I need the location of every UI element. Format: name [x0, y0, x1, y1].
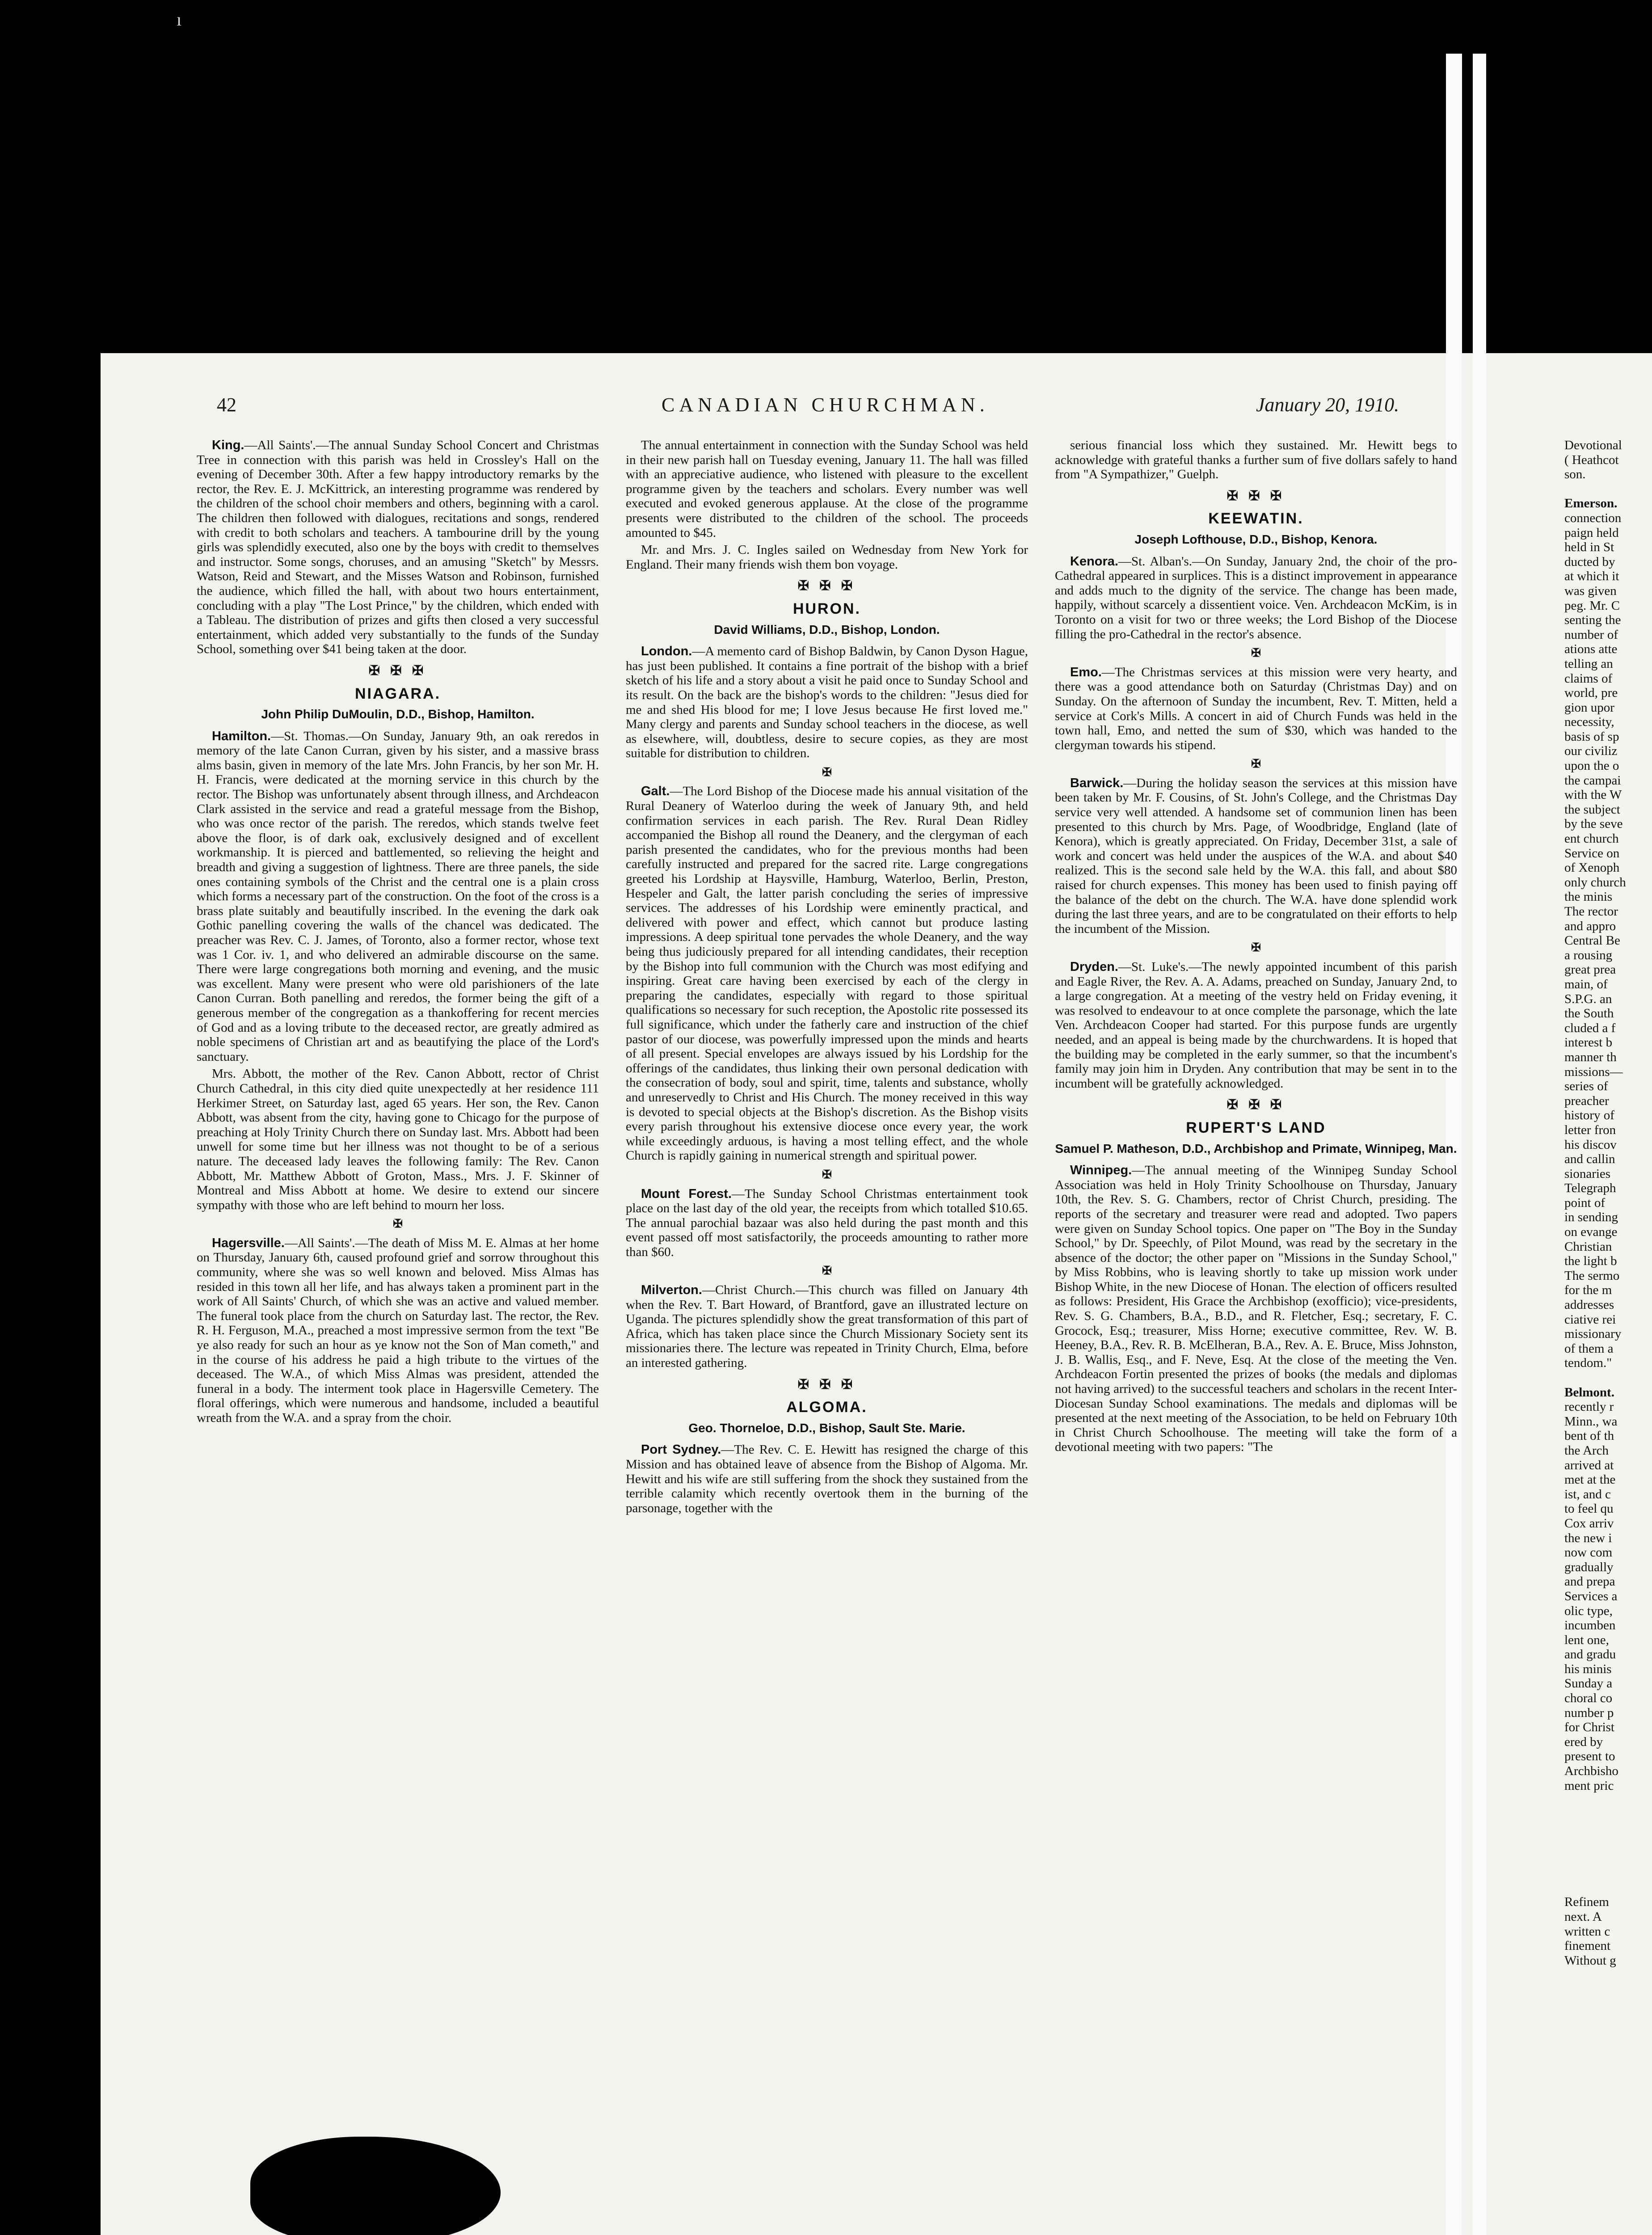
- clipped-line: S.P.G. an: [1564, 991, 1612, 1006]
- bishop-heading: Samuel P. Matheson, D.D., Archbishop and Primate, Winnipeg, Man.: [1055, 1141, 1457, 1155]
- clipped-line: olic type,: [1564, 1603, 1613, 1618]
- article-separator: ✠: [1251, 941, 1261, 954]
- section-heading: RUPERT'S LAND: [1186, 1119, 1326, 1136]
- clipped-line: [1564, 1851, 1652, 1866]
- clipped-line: lent one,: [1564, 1632, 1609, 1647]
- clipped-line: choral co: [1564, 1691, 1613, 1706]
- article-body: —All Saints'.—The annual Sunday School Concert and Christmas Tree in connection with this parish was held in Crossley's Hall on the evening of December 30th. After a few happy introductory remarks by the rector, the Rev. E. J. McKittrick, an interesting programme was rendered by the children of the school choir members and others, beginning with a carol. The children then followed with dialogues, recitations and songs, rendered with credit to both scholars and teachers. A tambourine drill by the young girls was splendidly executed, also one by the boys with credit to themselves and instructor. Some songs, choruses, and an amusing "Sketch" by Messrs. Watson, Reid and Stewart, and the Misses Watson and Robinson, furnished the audience, which filled the hall, with about two hours entertainment, concluding with a play "The Lost Prince," by the children, which ended with a Tableau. The distribution of prizes and gifts then closed a very successful entertainment, which added very substantially to the funds of the Sunday School, something over $41 being taken at the door.: [197, 438, 599, 657]
- clipped-line: recently r: [1564, 1400, 1614, 1414]
- bishop-heading: Joseph Lofthouse, D.D., Bishop, Kenora.: [1134, 532, 1378, 546]
- clipped-line: [1564, 482, 1652, 497]
- article-body: —St. Alban's.—On Sunday, January 2nd, the choir of the pro-Cathedral appeared in surplices. This is a distinct improvement in appearance and adds much to the dignity of the service. The change has been made, happily, without scarcely a dissentient voice. Ven. Archdeacon McKim, is in Toronto on a visit for two or three weeks; the Lord Bishop of the Diocese filling the pro-Cathedral in the rector's absence.: [1055, 554, 1457, 641]
- clipped-line: the subject: [1564, 802, 1620, 817]
- clipped-line: a rousing: [1564, 948, 1613, 962]
- column-4-clipped: [1564, 438, 1652, 1968]
- place-lead: Barwick.: [1070, 776, 1124, 790]
- running-head: CANADIAN CHURCHMAN.: [662, 394, 989, 416]
- article-port-sydney: [626, 1442, 1028, 1515]
- clipped-line: gradually: [1564, 1560, 1614, 1574]
- clipped-line: of Xenoph: [1564, 860, 1620, 875]
- article-abbott: Mrs. Abbott, the mother of the Rev. Canon Abbott, rector of Christ Church Cathedral, in this city died quite unexpectedly at her residence 111 Herkimer Street, on Saturday last, aged 65 years. Her son, the Rev. Canon Abbott, was absent from the city, having gone to Chicago for the purpose of preaching at Holy Trinity Church there on Sunday last. Mrs. Abbott had been unwell for some time but her illness was not thought to be of a serious nature. The deceased lady leaves the following family: The Rev. Canon Abbott, Mr. Matthew Abbott of Groton, Mass., Mrs. J. F. Skinner of Montreal and Miss Abbott at home. We desire to extend our sincere sympathy with those who are left behind to mourn her loss.: [197, 1067, 599, 1212]
- clipped-line: to feel qu: [1564, 1501, 1614, 1516]
- clipped-line: by the seve: [1564, 817, 1623, 831]
- clipped-line: and prepa: [1564, 1574, 1615, 1589]
- clipped-line: Central Be: [1564, 933, 1620, 948]
- bishop-heading: Geo. Thorneloe, D.D., Bishop, Sault Ste. Marie.: [688, 1421, 965, 1435]
- clipped-line: son.: [1564, 467, 1586, 482]
- article-ingles: Mr. and Mrs. J. C. Ingles sailed on Wednesday from New York for England. Their many friends wish them bon voyage.: [626, 543, 1028, 572]
- clipped-line: paign held: [1564, 525, 1619, 540]
- article-body: —The Christmas services at this mission were very hearty, and there was a good attendance both on Saturday (Christmas Day) and on Sunday. On the afternoon of Sunday the incumbent, Rev. T. Mitten, held a service at Cork's Mills. A concert in aid of Church Funds was held in the town hall, Emo, and netted the sum of $30, which was handed to the clergyman towards his stipend.: [1055, 665, 1457, 752]
- clipped-line: upon the o: [1564, 759, 1619, 773]
- clipped-line: Cox arriv: [1564, 1516, 1614, 1531]
- clipped-line: sionaries: [1564, 1166, 1611, 1181]
- clipped-line: Christian: [1564, 1239, 1612, 1254]
- section-heading: NIAGARA.: [354, 685, 441, 702]
- clipped-line: met at the: [1564, 1472, 1616, 1487]
- clipped-line: arrived at: [1564, 1458, 1614, 1472]
- place-lead: Hagersville.: [212, 1236, 285, 1250]
- clipped-line: gion upor: [1564, 700, 1614, 715]
- clipped-line: the new i: [1564, 1531, 1612, 1545]
- clipped-line: the Arch: [1564, 1443, 1609, 1458]
- clipped-line: Archbisho: [1564, 1764, 1618, 1779]
- clipped-line: history of: [1564, 1108, 1614, 1123]
- clipped-line: Service on: [1564, 846, 1620, 860]
- article-body: —A memento card of Bishop Baldwin, by Canon Dyson Hague, has just been published. It contains a fine portrait of the bishop with a brief sketch of his life and a story about a visit he paid once to Sunday School and its result. On the back are the bishop's words to the children: "Jesus died for me and shed His blood for me; I love Jesus because He first loved me." Many clergy and parents and Sunday school teachers in the diocese, as well as elsewhere, will, doubtless, desire to secure copies, as they are most suitable for distribution to children.: [626, 644, 1028, 761]
- clipped-line: present to: [1564, 1749, 1615, 1764]
- article-body: —The Rev. C. E. Hewitt has resigned the charge of this Mission and has obtained leave of absence from the Bishop of Algoma. Mr. Hewitt and his wife are still suffering from the shock they sustained from the terrible calamity which recently overtook them in the burning of the parsonage, together with the: [626, 1442, 1028, 1515]
- bishop-heading: David Williams, D.D., Bishop, London.: [714, 622, 940, 637]
- clipped-line: [1564, 1793, 1652, 1808]
- clipped-line: the minis: [1564, 890, 1613, 904]
- clipped-line: finement: [1564, 1939, 1611, 1953]
- section-heading: KEEWATIN.: [1208, 510, 1304, 527]
- article-body: —Christ Church.—This church was filled on January 4th when the Rev. T. Bart Howard, of Brantford, gave an illustrated lecture on Uganda. The pictures splendidly show the great transformation of this part of Africa, which has taken place since the Church Missionary Society sent its missionaries there. The lecture was repeated in Trinity Church, Elma, before an interested gathering.: [626, 1283, 1028, 1371]
- clipped-line: incumben: [1564, 1618, 1616, 1633]
- place-lead: London.: [641, 644, 692, 659]
- place-lead: Port Sydney.: [641, 1442, 721, 1457]
- clipped-line: his minis: [1564, 1661, 1612, 1676]
- clipped-line: next. A: [1564, 1909, 1602, 1924]
- clipped-line: the campai: [1564, 773, 1621, 788]
- article-king: [197, 438, 599, 657]
- clipped-line: Devotional: [1564, 438, 1622, 452]
- section-heading: HURON.: [792, 600, 861, 617]
- place-lead: Winnipeg.: [1070, 1163, 1132, 1178]
- clipped-line: great prea: [1564, 962, 1616, 977]
- column-1: [197, 438, 599, 1428]
- clipped-line: peg. Mr. C: [1564, 598, 1620, 613]
- place-lead: Galt.: [641, 784, 670, 799]
- article-hagersville: [197, 1236, 599, 1425]
- clipped-line: Emerson.: [1564, 496, 1618, 511]
- place-lead: Mount Forest.: [641, 1186, 732, 1201]
- section-separator: ✠ ✠ ✠: [1226, 1097, 1285, 1113]
- section-separator: ✠ ✠ ✠: [368, 663, 427, 678]
- clipped-line: connection: [1564, 510, 1622, 525]
- clipped-line: Without g: [1564, 1953, 1616, 1968]
- clipped-line: manner th: [1564, 1050, 1617, 1064]
- article-dryden: [1055, 960, 1457, 1091]
- clipped-line: now com: [1564, 1545, 1613, 1560]
- clipped-line: [1564, 1866, 1652, 1881]
- article-galt: [626, 784, 1028, 1163]
- clipped-line: and gradu: [1564, 1647, 1616, 1662]
- article-body: —The annual meeting of the Winnipeg Sunday School Association was held in Holy Trinity Schoolhouse on Thursday, January 10th, the Rev. S. G. Chambers, rector of Christ Church, presiding. The reports of the secretary and treasurer were read and adopted. Two papers were given on Sunday School topics. One paper on "The Boy in the Sunday School," by Dr. Speechly, of Pilot Mound, was read by the secretary in the absence of the doctor; the other paper on "Missions in the Sunday School," by Miss Robbins, who is leaving shortly to take up mission work under Bishop White, in the new Diocese of Honan. The election of officers resulted as follows: President, His Grace the Archbishop (exofficio); vice-presidents, Rev. S. G. Chambers, B.A., B.D., and R. Fletcher, Esq.; secretary, F. C. Grocock, Esq.; treasurer, Miss Horne; executive committee, Rev. W. B. Heeney, B.A., Rev. R. B. McElheran, B.A., Rev. A. E. Bruce, Miss Johnston, J. B. Wallis, Esq., and F. Neve, Esq. At the close of the meeting the Ven. Archdeacon Fortin presented the prizes of books (the medals and diplomas not having arrived) to the successful teachers and scholars in the recent Inter-Diocesan Sunday School examinations. The medals and diplomas will be presented at the next meeting of the Association, to be held on February 10th in Christ Church Schoolhouse. The meeting will take the form of a devotional meeting with two papers: "The: [1055, 1163, 1457, 1455]
- clipped-line: ered by: [1564, 1734, 1603, 1749]
- column-3: [1055, 438, 1457, 1457]
- article-continued: serious financial loss which they sustained. Mr. Hewitt begs to acknowledge with grateful thanks a further sum of five dollars safely to hand from "A Sympathizer," Guelph.: [1055, 438, 1457, 482]
- article-body: —All Saints'.—The death of Miss M. E. Almas at her home on Thursday, January 6th, caused profound grief and sorrow throughout this community, where she was so well known and beloved. Miss Almas has resided in this town all her life, and has always taken a prominent part in the work of All Saints' Church, of which she was an active and valued member. The funeral took place from the church on Saturday last. The rector, the Rev. R. H. Ferguson, M.A., preached a most impressive sermon from the text "Be ye also ready for such an hour as ye know not the Son of Man cometh," and in the course of his address he paid a high tribute to the virtues of the deceased. The W.A., of which Miss Almas was president, attended the funeral in a body. The interment took place in Hagersville Cemetery. The floral offerings, which were numerous and handsome, included a beautiful wreath from the W.A. and a spray from the choir.: [197, 1236, 599, 1425]
- article-hamilton: [197, 729, 599, 1064]
- place-lead: Kenora.: [1070, 554, 1118, 569]
- article-separator: ✠: [1251, 757, 1261, 771]
- clipped-line: in sending: [1564, 1210, 1618, 1225]
- clipped-line: bent of th: [1564, 1429, 1614, 1443]
- clipped-line: addresses: [1564, 1298, 1614, 1312]
- clipped-line: series of: [1564, 1079, 1608, 1094]
- section-heading: ALGOMA.: [786, 1399, 868, 1416]
- article-mount-forest: [626, 1187, 1028, 1260]
- clipped-line: missions—: [1564, 1064, 1623, 1079]
- clipped-line: number of: [1564, 627, 1618, 642]
- clipped-line: tendom.": [1564, 1356, 1612, 1371]
- article-kenora: [1055, 554, 1457, 642]
- article-separator: ✠: [822, 765, 832, 779]
- clipped-line: point of: [1564, 1195, 1606, 1210]
- clipped-line: telling an: [1564, 656, 1613, 671]
- clipped-line: cluded a f: [1564, 1021, 1616, 1035]
- clipped-line: senting the: [1564, 613, 1621, 628]
- clipped-line: preacher: [1564, 1093, 1609, 1108]
- article-body: —The Lord Bishop of the Diocese made his annual visitation of the Rural Deanery of Waterloo during the week of January 9th, and held confirmation services in each parish. The Rev. Rural Dean Ridley accompanied the Bishop all round the Deanery, and the clergyman of each parish presented the candidates, who for the previous months had been carefully instructed and prepared for the sacred rite. Large congregations greeted his Lordship at Haysville, Hamburg, Waterloo, Berlin, Preston, Hespeler and Galt, the latter parish concluding the series of impressive services. The addresses of his Lordship were eminently practical, and delivered with power and effect, which cannot but produce lasting impressions. A deep spiritual tone pervades the whole Deanery, and the way being thus judiciously prepared for all intending candidates, their reception by the Bishop into full communion with the Church was most edifying and inspiring. Great care having been exercised by each of the clergy in preparing the candidates, especially with regard to those spiritual qualifications so necessary for such reception, the Apostolic rite possessed its full significance, which under the fatherly care and instruction of the chief pastor of our diocese, was powerfully impressed upon the minds and hearts of all present. Special envelopes are always issued by his Lordship for the offerings of the candidates, thus linking their own personal dedication with the consecration of body, soul and spirit, time, talents and substance, wholly and unreservedly to Christ and His Church. The money received in this way is devoted to special objects at the Bishop's discretion. As the Bishop visits every parish throughout his extensive diocese once every year, the work while exceedingly arduous, is having a most telling effect, and the whole Church is rapidly gaining in numerical strength and spiritual power.: [626, 784, 1028, 1163]
- column-2: [626, 438, 1028, 1518]
- clipped-line: [1564, 1822, 1652, 1837]
- clipped-line: The rector: [1564, 904, 1618, 919]
- article-body: —St. Luke's.—The newly appointed incumbent of this parish and Eagle River, the Rev. A. A. Adams, preached on Sunday, January 2nd, to a large congregation. At a meeting of the vestry held on Friday evening, it was resolved to endeavour to at once complete the parsonage, which the late Ven. Archdeacon Cooper had started. For this purpose funds are urgently needed, and an appeal is being made by the churchwardens. It is hoped that the building may be completed in the early summer, so that the incumbent's family may join him in Dryden. Any contribution that may be sent in to the incumbent will be gratefully acknowledged.: [1055, 960, 1457, 1091]
- clipped-line: main, of: [1564, 977, 1608, 991]
- place-lead: King.: [212, 438, 244, 452]
- article-milverton: [626, 1283, 1028, 1371]
- place-lead: Dryden.: [1070, 960, 1118, 974]
- issue-date: January 20, 1910.: [1256, 394, 1399, 416]
- clipped-line: his discov: [1564, 1137, 1617, 1152]
- article-separator: ✠: [393, 1217, 403, 1231]
- clipped-line: held in St: [1564, 540, 1614, 555]
- scan-mark: ı: [177, 9, 182, 30]
- clipped-line: on evange: [1564, 1225, 1618, 1240]
- clipped-line: ducted by: [1564, 554, 1615, 569]
- article-continued: The annual entertainment in connection with the Sunday School was held in their new parish hall on Tuesday evening, January 11. The hall was filled with an appreciative audience, who listened with pleasure to the excellent programme given by the teachers and scholars. Every number was well executed and evoked generous applause. At the close of the programme presents were distributed to the children of the school. The proceeds amounted to $45.: [626, 438, 1028, 540]
- place-lead: Hamilton.: [212, 729, 271, 743]
- clipped-line: ent church: [1564, 831, 1619, 846]
- section-separator: ✠ ✠ ✠: [1226, 488, 1285, 503]
- clipped-line: ations atte: [1564, 642, 1618, 657]
- article-separator: ✠: [1251, 646, 1261, 660]
- clipped-line: with the W: [1564, 788, 1622, 802]
- clipped-line: the South: [1564, 1006, 1614, 1021]
- clipped-line: The sermo: [1564, 1268, 1620, 1283]
- clipped-line: necessity,: [1564, 715, 1614, 730]
- clipped-line: for the m: [1564, 1283, 1612, 1298]
- article-emo: [1055, 665, 1457, 753]
- article-barwick: [1055, 776, 1457, 936]
- clipped-line: Telegraph: [1564, 1181, 1616, 1196]
- bishop-heading: John Philip DuMoulin, D.D., Bishop, Hamilton.: [261, 707, 535, 721]
- clipped-line: ( Heathcot: [1564, 452, 1619, 467]
- clipped-line: ist, and c: [1564, 1487, 1611, 1501]
- place-lead: Milverton.: [641, 1283, 702, 1298]
- clipped-line: ciative rei: [1564, 1312, 1616, 1327]
- article-separator: ✠: [822, 1264, 832, 1278]
- clipped-line: of them a: [1564, 1341, 1614, 1356]
- clipped-line: ment pric: [1564, 1778, 1614, 1793]
- clipped-line: [1564, 1371, 1652, 1385]
- article-separator: ✠: [822, 1168, 832, 1181]
- clipped-line: letter fron: [1564, 1122, 1616, 1137]
- clipped-line: missionary: [1564, 1327, 1622, 1341]
- clipped-line: number p: [1564, 1705, 1614, 1720]
- section-separator: ✠ ✠ ✠: [797, 578, 856, 594]
- clipped-line: was given: [1564, 583, 1617, 598]
- clipped-line: Belmont.: [1564, 1385, 1614, 1400]
- clipped-line: at which it: [1564, 569, 1619, 584]
- article-body: —During the holiday season the services at this mission have been taken by Mr. F. Cousins, of St. John's College, and the Christmas Day service very well attended. A handsome set of communion linen has been presented to this church by Mrs. Page, of Woodbridge, England (late of Kenora), which is greatly appreciated. On Friday, December 31st, a sale of work and concert was held under the auspices of the W.A. and about $40 realized. This is the second sale held by the W.A. this fall, and about $80 raised for church expenses. This money has been used to finish paying off the balance of the debt on the church. The W.A. have done splendid work during the last three years, and are to be congratulated on their efforts to help the incumbent of the Mission.: [1055, 776, 1457, 936]
- article-body: —St. Thomas.—On Sunday, January 9th, an oak reredos in memory of the late Canon Curran, given by his sister, and a massive brass alms basin, given in memory of the late Mrs. John Francis, by her son Mr. H. H. Francis, were dedicated at the morning service in this church by the rector. The Bishop was unfortunately absent through illness, and Archdeacon Clark assisted in the service and read a grateful message from the Bishop, who was once rector of the parish. The reredos, which stands twelve feet above the floor, is of dark oak, exclusively designed and of excellent workmanship. It is pierced and battlemented, so relieving the height and breadth and giving a suggestion of lightness. There are three panels, the side ones containing symbols of the Christ and the central one is a plain cross which forms a necessary part of the construction. On the foot of the cross is a brass plate suitably and beautifully inscribed. In the evening the dark oak Gothic panelling covering the walls of the chancel was dedicated. The preacher was Rev. C. J. James, of Toronto, also a former rector, whose text was 1 Cor. iv. 1, and who delivered an admirable discourse on the same. There were large congregations both morning and evening, and the music was excellent. Many were present who were old parishioners of the late Canon Curran. Both panelling and reredos, the former being the gift of a generous member of the congregation as a thankoffering for recent mercies of God and as a loving tribute to the deceased rector, are greatly admired as noble specimens of Christian art and as beautifying the place of the Lord's sanctuary.: [197, 729, 599, 1064]
- clipped-line: and callin: [1564, 1152, 1615, 1167]
- clipped-line: Refinem: [1564, 1895, 1609, 1910]
- clipped-line: [1564, 1808, 1652, 1822]
- page-number: 42: [217, 394, 236, 416]
- clipped-line: interest b: [1564, 1035, 1613, 1050]
- clipped-line: Minn., wa: [1564, 1414, 1618, 1429]
- article-winnipeg: [1055, 1163, 1457, 1455]
- clipped-line: basis of sp: [1564, 729, 1619, 744]
- clipped-line: [1564, 1881, 1652, 1895]
- clipped-line: Sunday a: [1564, 1676, 1613, 1691]
- clipped-line: the light b: [1564, 1254, 1617, 1269]
- clipped-line: only church: [1564, 875, 1626, 890]
- clipped-line: [1564, 1837, 1652, 1851]
- clipped-line: claims of: [1564, 671, 1613, 686]
- article-london: [626, 644, 1028, 761]
- clipped-line: Services a: [1564, 1589, 1618, 1603]
- article-body: —The Sunday School Christmas entertainment took place on the last day of the old year, the receipts from which totalled $10.65. The annual parochial bazaar was also held during the past month and this event passed off most satisfactorily, the proceeds amounting to rather more than $60.: [626, 1186, 1028, 1259]
- clipped-line: and appro: [1564, 919, 1616, 933]
- clipped-line: written c: [1564, 1924, 1610, 1939]
- clipped-line: world, pre: [1564, 686, 1618, 700]
- clipped-line: our civiliz: [1564, 744, 1618, 759]
- place-lead: Emo.: [1070, 665, 1102, 679]
- scanner-bar-right: [1473, 54, 1486, 2235]
- section-separator: ✠ ✠ ✠: [797, 1377, 856, 1392]
- clipped-line: for Christ: [1564, 1720, 1614, 1735]
